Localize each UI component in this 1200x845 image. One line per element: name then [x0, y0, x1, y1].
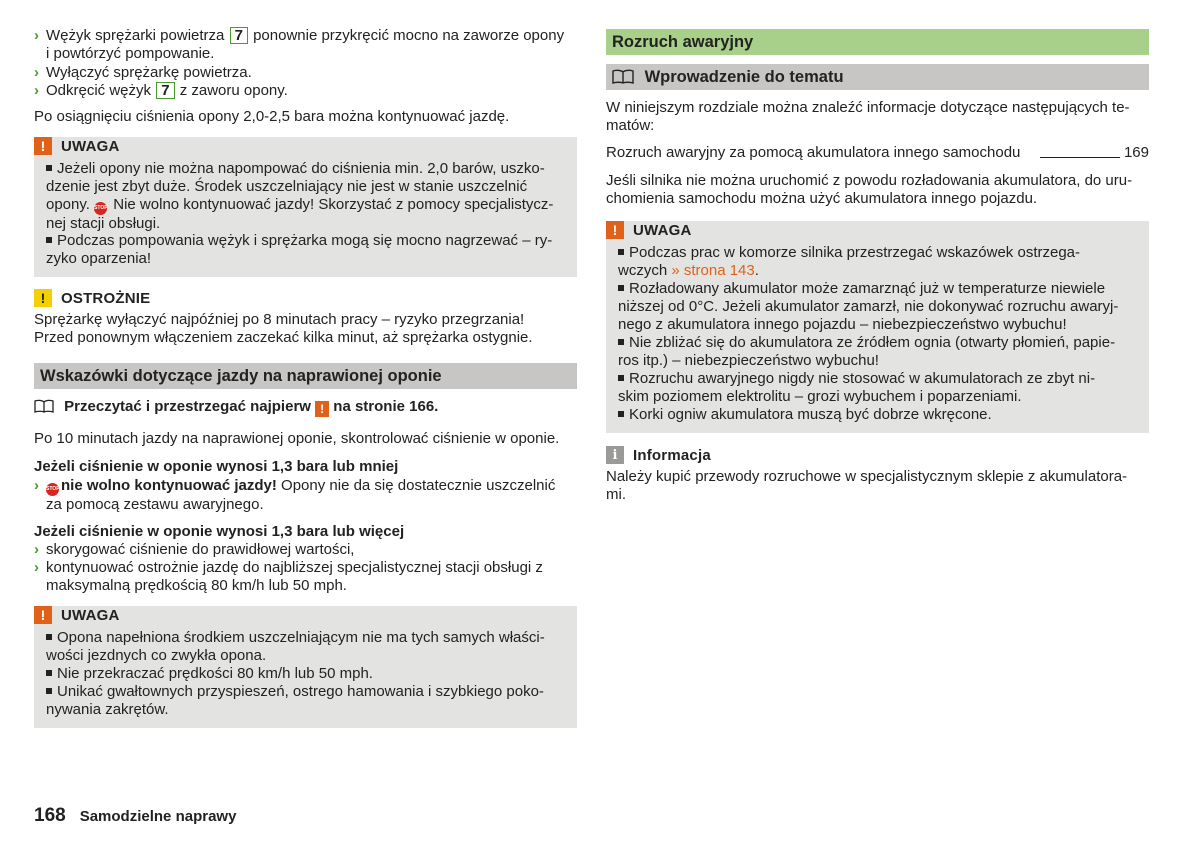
warning-exclamation-icon: ! [34, 137, 52, 155]
pressure-paragraph: Po osiągnięciu ciśnienia opony 2,0-2,5 bara można kontynuować jazdę. [34, 108, 510, 125]
warning-bullet: Jeżeli opony nie można napompować do ciśnienia min. 2,0 barów, uszko- dzenie jest zbyt duże. Środek uszczelniający nie jest w stanie uszczelnić opony. STOP Nie wolno kontynuować jazdy! Skorzystać z pomocy specjalistycz- nej stacji obsługi. [46, 160, 554, 232]
chevron-right-icon: › [34, 559, 39, 576]
caution-exclamation-icon: ! [34, 289, 52, 307]
bullet-square-icon [618, 285, 624, 291]
step-item: › STOPnie wolno kontynuować jazdy! Opony nie da się dostatecznie uszczelnić za pomocą zestawu awaryjnego. [34, 477, 556, 513]
bullet-square-icon [46, 688, 52, 694]
step-item: › kontynuować ostrożnie jazdę do najbliższej specjalistycznej stacji obsługi z maksymalną prędkością 80 km/h lub 50 mph. [34, 559, 543, 594]
bullet-square-icon [46, 634, 52, 640]
book-icon [612, 66, 634, 92]
chevron-right-icon: › [34, 82, 39, 99]
info-text: Należy kupić przewody rozruchowe w specjalistycznym sklepie z akumulatora- mi. [606, 468, 1128, 503]
book-icon [34, 399, 54, 418]
section-title: Wskazówki dotyczące jazdy na naprawionej oponie [34, 363, 577, 389]
step-item: › Wyłączyć sprężarkę powietrza. [34, 64, 252, 81]
warning-box [606, 221, 1149, 433]
warning-box [34, 137, 577, 277]
step-item: › skorygować ciśnienie do prawidłowej wartości, [34, 541, 355, 558]
intro-title: Wprowadzenie do tematu [606, 64, 1149, 90]
stop-sign-icon: STOP [46, 483, 59, 496]
warning-header: ! UWAGA [34, 137, 120, 155]
chevron-right-icon: › [34, 64, 39, 81]
chevron-right-icon: › [34, 477, 39, 494]
warning-bullet: Nie zbliżać się do akumulatora ze źródłem ognia (otwarty płomień, papie- ros itp.) – niebezpieczeństwo wybuchu! [618, 334, 1116, 369]
warning-bullet: Rozładowany akumulator może zamarznąć już w temperaturze niewiele niższej od 0°C. Jeżeli akumulator zamarzł, nie dokonywać rozruchu awaryj- nego z akumulatora innego pojazdu – niebezpieczeństwo wybuchu! [618, 280, 1119, 333]
page-reference-link[interactable]: » strona 143 [671, 262, 755, 279]
read-first-note: Przeczytać i przestrzegać najpierw ! na stronie 166. [34, 398, 577, 418]
bullet-square-icon [618, 411, 624, 417]
figure-ref-number: 7 [230, 27, 248, 44]
warning-bullet: Unikać gwałtownych przyspieszeń, ostrego hamowania i szybkiego poko- nywania zakrętów. [46, 683, 544, 718]
toc-page-number: 169 [1123, 144, 1149, 161]
warning-bullet: Nie przekraczać prędkości 80 km/h lub 50 mph. [46, 665, 568, 683]
warning-bullet: Rozruchu awaryjnego nigdy nie stosować w akumulatorach ze zbyt ni- skim poziomem elektrolitu – grozi wybuchem i poparzeniami. [618, 370, 1096, 405]
battery-paragraph: Jeśli silnika nie można uruchomić z powodu rozładowania akumulatora, do uru- chomienia samochodu można użyć akumulatora innego pojazdu. [606, 172, 1133, 207]
warning-bullet: Korki ogniw akumulatora muszą być dobrze wkręcone. [618, 406, 1140, 424]
bullet-square-icon [46, 165, 52, 171]
page-number: 168 [34, 805, 66, 826]
case-low-heading: Jeżeli ciśnienie w oponie wynosi 1,3 bara lub mniej [34, 458, 399, 475]
chevron-right-icon: › [34, 541, 39, 558]
intro-paragraph: W niniejszym rozdziale można znaleźć informacje dotyczące następujących te- matów: [606, 99, 1130, 134]
stop-sign-icon: STOP [94, 202, 107, 215]
caution-text: Sprężarkę wyłączyć najpóźniej po 8 minutach pracy – ryzyko przegrzania! Przed ponownym włączeniem zaczekać kilka minut, aż sprężarka ostygnie. [34, 311, 533, 346]
warning-header: ! UWAGA [34, 606, 120, 624]
bullet-square-icon [618, 249, 624, 255]
case-high-heading: Jeżeli ciśnienie w oponie wynosi 1,3 bara lub więcej [34, 523, 405, 540]
figure-ref-number: 7 [156, 82, 174, 99]
warning-box [34, 606, 577, 728]
warning-exclamation-icon: ! [315, 401, 329, 417]
warning-header: ! UWAGA [606, 221, 692, 239]
warning-bullet: Podczas pompowania wężyk i sprężarka mogą się mocno nagrzewać – ry- zyko oparzenia! [46, 232, 553, 267]
warning-exclamation-icon: ! [606, 221, 624, 239]
step-item: › Wężyk sprężarki powietrza 7 ponownie przykręcić mocno na zaworze opony i powtórzyć pompowanie. [34, 27, 565, 62]
page-footer [34, 805, 236, 827]
chevron-right-icon: › [34, 27, 39, 44]
warning-exclamation-icon: ! [34, 606, 52, 624]
chapter-title: Rozruch awaryjny [606, 29, 1149, 55]
warning-bullet: Opona napełniona środkiem uszczelniającym nie ma tych samych właści- wości jezdnych co zwykła opona. [46, 629, 545, 664]
info-header: i Informacja [606, 446, 1149, 464]
toc-leader-line [1040, 157, 1120, 158]
warning-bullet: Podczas prac w komorze silnika przestrzegać wskazówek ostrzega- wczych » strona 143. [618, 244, 1081, 279]
bullet-square-icon [618, 339, 624, 345]
bullet-square-icon [46, 670, 52, 676]
toc-entry[interactable]: Rozruch awaryjny za pomocą akumulatora innego samochodu 169 [606, 144, 1149, 161]
bullet-square-icon [618, 375, 624, 381]
after-10-minutes-paragraph: Po 10 minutach jazdy na naprawionej oponie, skontrolować ciśnienie w oponie. [34, 430, 560, 447]
caution-header: ! OSTROŻNIE [34, 289, 577, 307]
chapter-name: Samodzielne naprawy [79, 808, 237, 825]
info-icon: i [606, 446, 624, 464]
bullet-square-icon [46, 237, 52, 243]
step-item: › Odkręcić wężyk 7 z zaworu opony. [34, 82, 288, 99]
